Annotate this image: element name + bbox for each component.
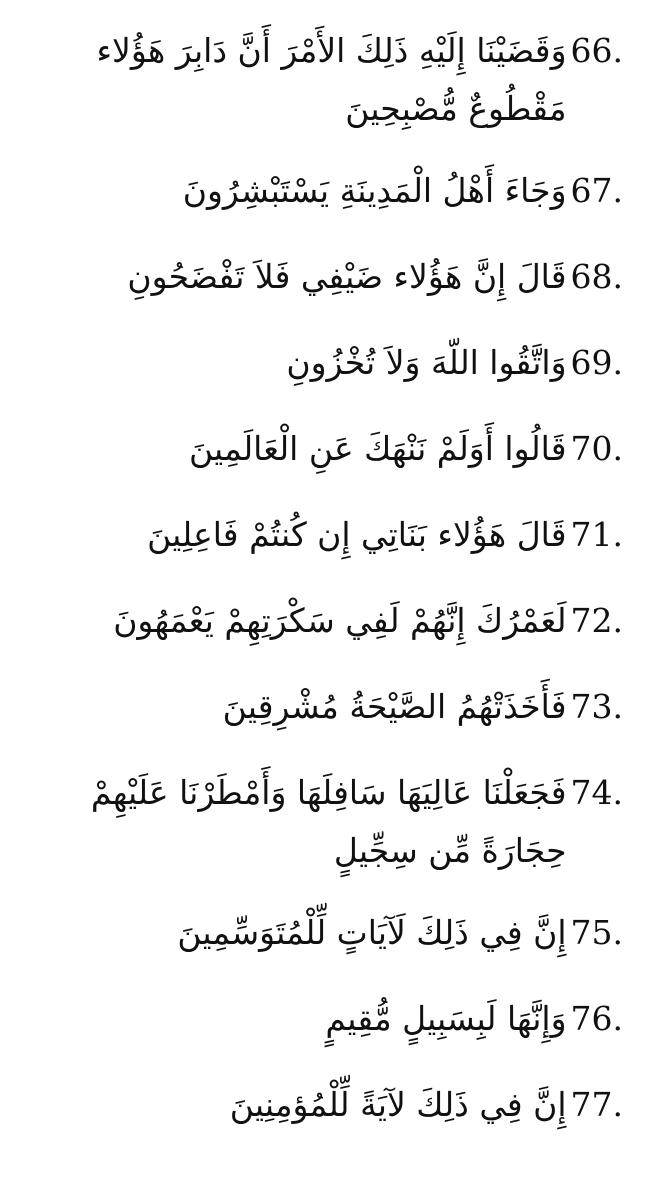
verse-list	[20, 22, 623, 1134]
verse-number: 70.	[570, 429, 623, 468]
verse-71	[20, 506, 623, 564]
verse-number: 71.	[570, 515, 623, 554]
verse-77	[20, 1076, 623, 1134]
verse-number: 75.	[570, 913, 623, 952]
verse-72	[20, 592, 623, 650]
verse-75	[20, 904, 623, 962]
verse-number: 76.	[570, 999, 623, 1038]
verse-number: 69.	[570, 343, 623, 382]
verse-70	[20, 420, 623, 478]
verse-text: وَقَضَيْنَا إِلَيْهِ ذَلِكَ الأَمْرَ أَنَّ دَابِرَ هَؤُلاء مَقْطُوعٌ مُّصْبِحِينَ	[96, 31, 567, 128]
verse-number: 72.	[570, 601, 623, 640]
verse-number: 74.	[570, 773, 623, 812]
verse-76	[20, 990, 623, 1048]
verse-74	[20, 764, 623, 880]
verse-text: قَالُوا أَوَلَمْ نَنْهَكَ عَنِ الْعَالَمِينَ	[188, 429, 567, 468]
verse-text: لَعَمْرُكَ إِنَّهُمْ لَفِي سَكْرَتِهِمْ يَعْمَهُونَ	[113, 601, 567, 640]
verse-text: إِنَّ فِي ذَلِكَ لَآيَاتٍ لِّلْمُتَوَسِّمِينَ	[177, 913, 567, 952]
verse-69	[20, 334, 623, 392]
verse-number: 67.	[570, 171, 623, 210]
verse-text: فَأَخَذَتْهُمُ الصَّيْحَةُ مُشْرِقِينَ	[222, 687, 567, 726]
verse-text: وَجَاءَ أَهْلُ الْمَدِينَةِ يَسْتَبْشِرُونَ	[182, 171, 567, 210]
verse-73	[20, 678, 623, 736]
verse-text: وَاتَّقُوا اللّهَ وَلاَ تُخْزُونِ	[286, 343, 567, 382]
verse-text: قَالَ إِنَّ هَؤُلاء ضَيْفِي فَلاَ تَفْضَحُونِ	[127, 257, 567, 296]
verse-number: 77.	[570, 1085, 623, 1124]
verse-67	[20, 162, 623, 220]
verse-text: وَإِنَّهَا لَبِسَبِيلٍ مُّقِيمٍ	[325, 999, 567, 1038]
verse-number: 66.	[570, 31, 623, 70]
verse-text: قَالَ هَؤُلاء بَنَاتِي إِن كُنتُمْ فَاعِلِينَ	[147, 515, 567, 554]
verse-66	[20, 22, 623, 138]
verse-number: 68.	[570, 257, 623, 296]
verse-68	[20, 248, 623, 306]
verse-number: 73.	[570, 687, 623, 726]
verse-text: إِنَّ فِي ذَلِكَ لآيَةً لِّلْمُؤمِنِينَ	[229, 1085, 567, 1124]
verse-text: فَجَعَلْنَا عَالِيَهَا سَافِلَهَا وَأَمْطَرْنَا عَلَيْهِمْ حِجَارَةً مِّن سِجِّيلٍ	[90, 773, 567, 870]
